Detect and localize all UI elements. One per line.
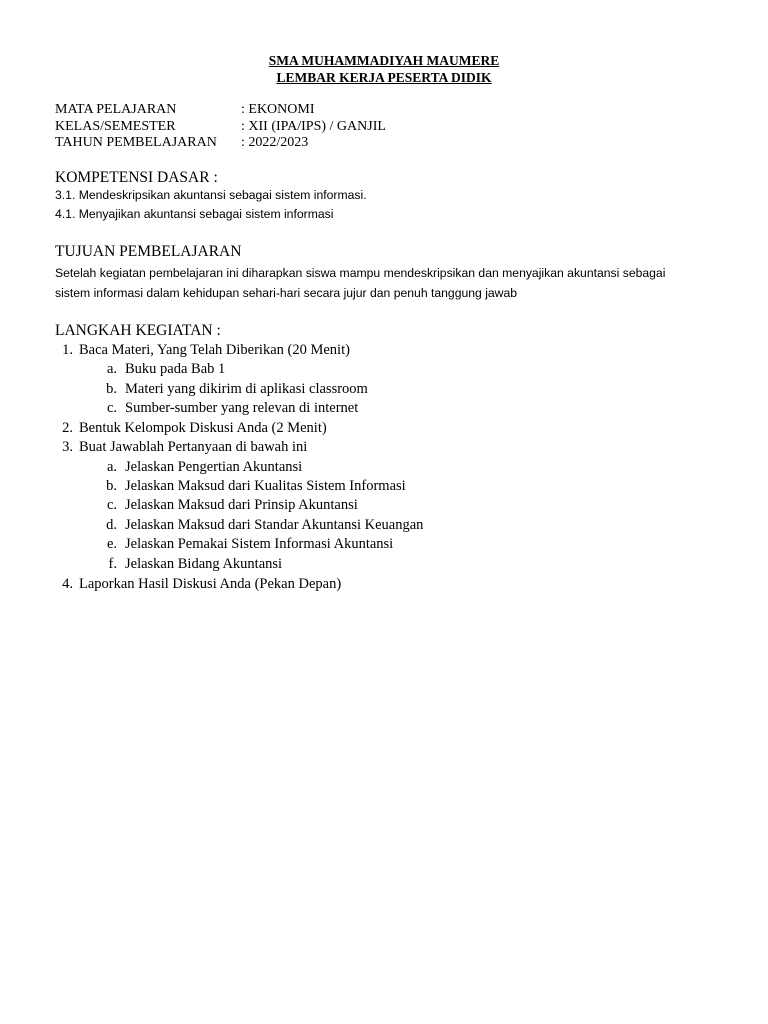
sub-step-item [103,399,358,417]
sub-step-letter: d. [106,517,117,533]
langkah-heading: LANGKAH KEGIATAN : [55,322,221,339]
sub-step-text: Buku pada Bab 1 [125,361,226,377]
tujuan-heading: TUJUAN PEMBELAJARAN [55,243,242,260]
step-number: 3. [62,439,73,455]
step-item [55,438,307,456]
sub-step-text: Jelaskan Maksud dari Kualitas Sistem Informasi [125,478,406,494]
tujuan-text-line: Setelah kegiatan pembelajaran ini diharapkan siswa mampu mendeskripsikan dan menyajikan akuntansi sebagai [55,266,666,280]
step-number: 2. [62,420,73,436]
sub-step-text: Jelaskan Maksud dari Standar Akuntansi Keuangan [125,517,424,533]
step-item [55,341,350,359]
step-text: Bentuk Kelompok Diskusi Anda (2 Menit) [79,420,327,436]
kompetensi-item: 3.1. Mendeskripsikan akuntansi sebagai sistem informasi. [55,188,367,202]
sub-step-item [103,555,282,573]
sub-step-item [103,380,368,398]
sub-step-text: Jelaskan Bidang Akuntansi [125,556,283,572]
sub-step-letter: e. [106,536,117,552]
sub-step-item [103,360,225,378]
sub-step-item [103,516,423,534]
sub-step-text: Jelaskan Pengertian Akuntansi [125,459,303,475]
step-text: Buat Jawablah Pertanyaan di bawah ini [79,439,308,455]
sub-step-letter: c. [106,400,117,416]
sub-step-text: Jelaskan Maksud dari Prinsip Akuntansi [125,497,358,513]
sub-step-item [103,458,302,476]
info-row-subject [55,101,315,118]
info-row-year [55,134,308,151]
sub-step-text: Sumber-sumber yang relevan di internet [125,400,359,416]
info-label: TAHUN PEMBELAJARAN [55,135,217,150]
tujuan-text-line: sistem informasi dalam kehidupan sehari-hari secara jujur dan penuh tanggung jawab [55,286,518,300]
sub-step-item [103,496,358,514]
info-label: KELAS/SEMESTER [55,119,176,134]
step-item [55,575,341,593]
sub-step-letter: a. [106,459,117,475]
sub-step-letter: f. [108,556,117,572]
info-label: MATA PELAJARAN [55,102,177,117]
info-value: : EKONOMI [241,102,315,117]
step-number: 1. [62,342,73,358]
kompetensi-heading: KOMPETENSI DASAR : [55,169,218,186]
sub-step-letter: b. [106,381,117,397]
info-row-class [55,118,386,135]
sub-step-item [103,477,406,495]
sub-step-text: Jelaskan Pemakai Sistem Informasi Akuntansi [125,536,394,552]
step-text: Laporkan Hasil Diskusi Anda (Pekan Depan) [79,576,342,592]
step-item [55,419,327,437]
document-title: LEMBAR KERJA PESERTA DIDIK [276,70,492,85]
step-number: 4. [62,576,73,592]
info-value: : 2022/2023 [241,135,309,150]
step-text: Baca Materi, Yang Telah Diberikan (20 Menit) [79,342,350,358]
sub-step-letter: a. [106,361,117,377]
sub-step-text: Materi yang dikirim di aplikasi classroom [125,381,368,397]
sub-step-letter: c. [106,497,117,513]
kompetensi-item: 4.1. Menyajikan akuntansi sebagai sistem informasi [55,207,334,221]
info-value: : XII (IPA/IPS) / GANJIL [241,119,386,134]
sub-step-item [103,535,393,553]
school-name: SMA MUHAMMADIYAH MAUMERE [268,53,500,68]
sub-step-letter: b. [106,478,117,494]
